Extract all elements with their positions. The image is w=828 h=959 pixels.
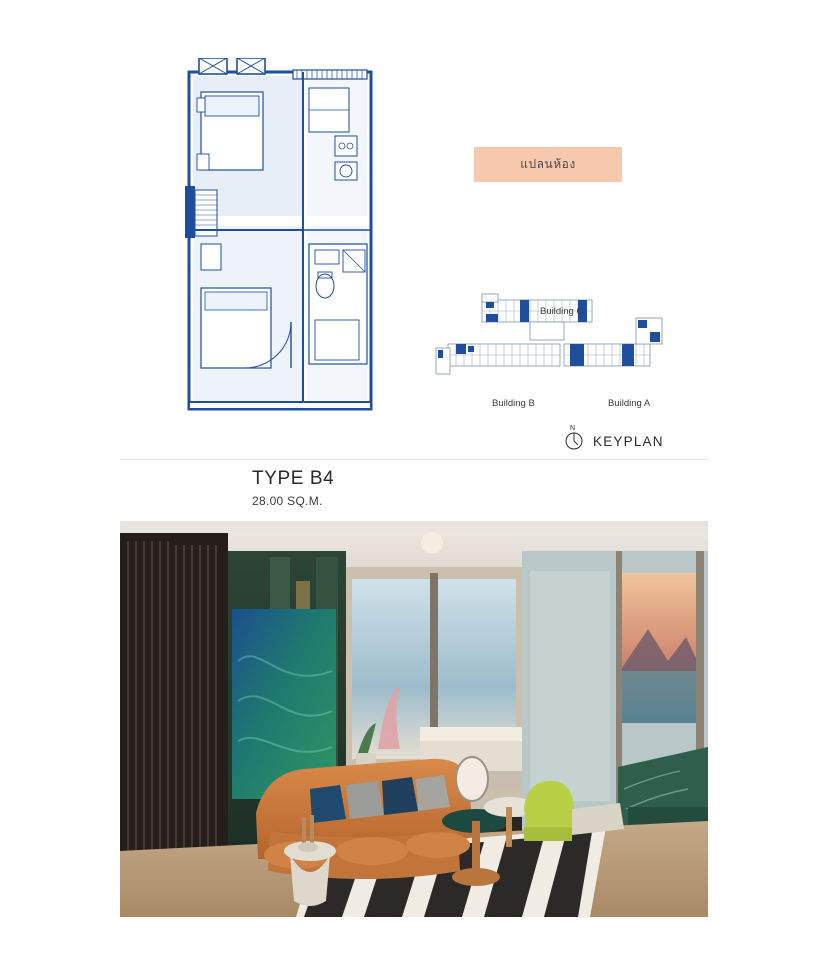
keyplan-label-building-a: Building A <box>608 398 651 409</box>
north-letter: N <box>570 425 576 432</box>
keyplan-label-building-c: Building C <box>540 306 584 317</box>
keyplan-title: KEYPLAN <box>593 433 664 449</box>
unit-plan-label-chip: แปลนห้อง <box>474 147 622 182</box>
unit-area-text: 28.00 SQ.M. <box>252 494 323 508</box>
floor-plan <box>185 58 375 413</box>
keyplan-title-group <box>563 425 664 454</box>
keyplan-building-a-shape <box>564 318 662 366</box>
keyplan-building-b-shape <box>436 344 560 374</box>
floor-plan-drawing <box>185 58 375 413</box>
page-title: TYPE B4 <box>252 468 335 489</box>
compass-icon <box>563 425 585 454</box>
keyplan-label-building-b: Building B <box>492 398 535 409</box>
interior-render-image <box>120 521 708 917</box>
keyplan-connector <box>530 322 564 340</box>
keyplan-diagram <box>430 288 680 413</box>
unit-type-block <box>252 468 334 508</box>
divider <box>120 459 708 460</box>
